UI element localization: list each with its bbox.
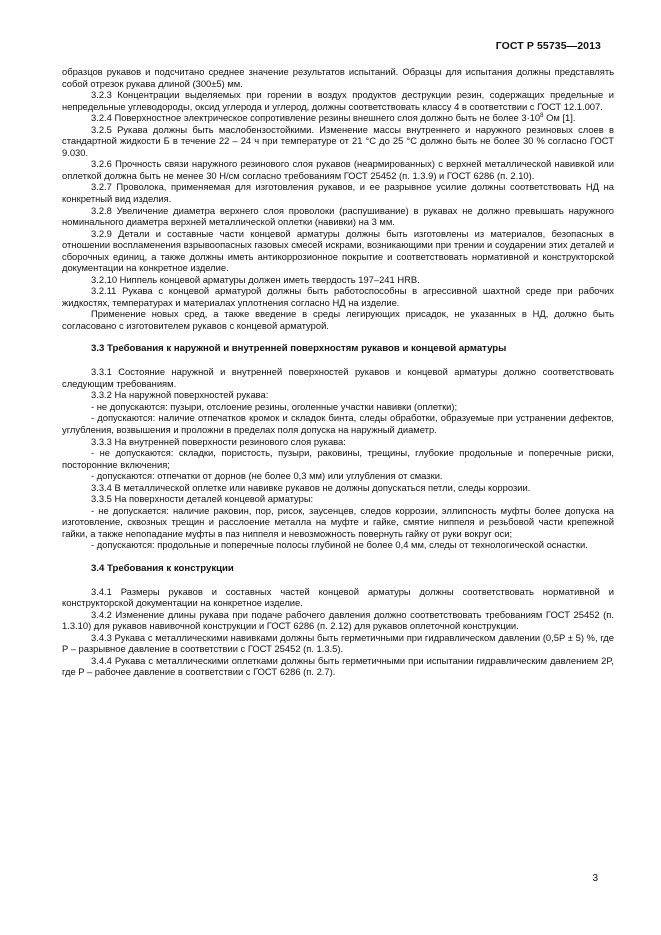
paragraph-3-2-4 [62, 112, 614, 124]
paragraph-3-4-4: 3.4.4 Рукава с металлическими оплетками должны быть герметичными при испытании гидравлическим давлением 2P, где P – рабочее давление в соответствии с ГОСТ 6286 (п. 2.7). [62, 654, 614, 678]
exponent: 8 [540, 113, 544, 120]
paragraph-3-3-2: 3.3.2 На наружной поверхностей рукава: [91, 389, 269, 401]
paragraph-3-4-1: 3.4.1 Размеры рукавов и составных частей концевой арматуры должны соответствовать нормативной и конструкторской документации на конкретное изделие. [62, 585, 614, 609]
list-item: - не допускается: наличие раковин, пор, рисок, заусенцев, следов коррозии, эллипсность муфты более допуска на изготовление, сквозных трещин и расслоение металла на муфте и гайке, смятие ниппеля и резьбовой части крепежной гайки, а также непопадание муфты в паз ниппеля и невозможность повернуть гайку от руки вокруг оси; [62, 504, 614, 539]
paragraph-3-2-5: 3.2.5 Рукава должны быть маслобензостойкими. Изменение массы внутреннего и наружного резиновых слоев в стандартной жидкости Б в течение 22 – 24 ч при температуре от 21 °С до 25 °С должно быть не более 30 % согласно ГОСТ 9.030. [62, 123, 614, 158]
section-heading-3-4: 3.4 Требования к конструкции [91, 562, 234, 574]
spacer [62, 574, 614, 586]
resistance-text: 3.2.4 Поверхностное электрическое сопротивление резины внешнего слоя должно быть не более 3·10 [91, 112, 541, 124]
page-number: 3 [592, 873, 598, 884]
paragraph-3-2-11: 3.2.11 Рукава с концевой арматурой должны быть работоспособны в агрессивной шахтной среде при рабочих жидкостях, температурах и материалах уплотнения согласно НД на изделие. [62, 285, 614, 308]
paragraph-new-media: Применение новых сред, а также введение в среды легирующих присадок, не указанных в НД, должно быть согласовано с изготовителем рукавов с концевой арматурой. [62, 308, 614, 332]
list-item: - допускаются: наличие отпечатков кромок и складок бинта, следы обработки, образуемые при устранении дефектов, углубления, возвышения и проложни в пределах поля допуска на наружный диаметр. [62, 412, 614, 435]
paragraph-3-2-9: 3.2.9 Детали и составные части концевой арматуры должны быть изготовлены из материалов, безопасных в отношении воспламенения взрывоопасных газовых смесей искрами, возникающими при трении и соударении этих деталей и сборочных единиц, а также должны иметь антикоррозионное покрытие и соответствовать нормативной и конструкторской документации на конкретное изделие. [62, 227, 614, 274]
paragraph-3-4-2: 3.4.2 Изменение длины рукава при подаче рабочего давления должно соответствовать требованиям ГОСТ 25452 (п. 1.3.10) для рукавов навивочной конструкции и ГОСТ 6286 (п. 2.12) для рукавов оплеточной конструкции. [62, 608, 614, 632]
list-item: - не допускаются: пузыри, отслоение резины, оголенные участки навивки (оплетки); [91, 400, 458, 412]
paragraph-3-2-3: 3.2.3 Концентрации выделяемых при горении в воздух продуктов деструкции резин, содержащих предельные и непредельные углеводороды, оксид углерода и углерод, должны соответствовать классу 4 в соответствии с ГОСТ 12.1.007. [62, 89, 614, 112]
list-item: - допускаются: продольные и поперечные полосы глубиной не более 0,4 мм, следы от технологической оснастки. [91, 539, 588, 551]
section-heading-3-3: 3.3 Требования к наружной и внутренней поверхностям рукавов и концевой арматуры [91, 343, 507, 355]
paragraph-intro: образцов рукавов и подсчитано среднее значение результатов испытаний. Образцы для испытания должны представлять собой отрезок рукава длиной (300±5) мм. [62, 66, 614, 89]
spacer [62, 332, 614, 344]
list-item: - допускаются: отпечатки от дорнов (не более 0,3 мм) или углубления от смазки. [91, 470, 443, 482]
paragraph-3-2-6: 3.2.6 Прочность связи наружного резинового слоя рукавов (неармированных) с верхней металлической навивкой или оплеткой должна быть не менее 30 Н/см согласно требованиям ГОСТ 25452 (п. 1.3.9) и ГОСТ 6286 (п. 2.10). [62, 158, 614, 181]
resistance-unit: Ом [1]. [543, 112, 576, 124]
paragraph-3-2-8: 3.2.8 Увеличение диаметра верхнего слоя проволоки (распушивание) в рукавах не должно превышать наружного номинального диаметра верхней металлической оплетки (навивки) на 3 мм. [62, 204, 614, 228]
paragraph-3-3-3: 3.3.3 На внутренней поверхности резинового слоя рукава: [91, 435, 346, 447]
spacer [62, 551, 614, 563]
paragraph-3-3-4: 3.3.4 В металлической оплетке или навивке рукавов не должны допускаться петли, следы коррозии. [91, 481, 531, 493]
paragraph-3-2-10: 3.2.10 Ниппель концевой арматуры должен иметь твердость 197–241 HRB. [91, 273, 420, 285]
list-item: - не допускаются: складки, пористость, пузыри, раковины, трещины, глубокие продольные и поперечные риски, посторонние включения; [62, 447, 614, 470]
paragraph-3-3-5: 3.3.5 На поверхности деталей концевой арматуры: [91, 493, 314, 505]
paragraph-3-3-1: 3.3.1 Состояние наружной и внутренней поверхностей рукавов и концевой арматуры должно соответствовать следующим требованиям. [62, 366, 614, 389]
document-code: ГОСТ Р 55735—2013 [495, 40, 601, 52]
paragraph-3-2-7: 3.2.7 Проволока, применяемая для изготовления рукавов, и ее разрывное усилие должны соответствовать НД на конкретный вид изделия. [62, 181, 614, 205]
spacer [62, 355, 614, 367]
paragraph-3-4-3: 3.4.3 Рукава с металлическими навивками должны быть герметичными при гидравлическом давлении (0,5P ± 5) %, где P – разрывное давление в соответствии с ГОСТ 25452 (п. 1.3.5). [62, 631, 614, 655]
page-body [62, 66, 614, 678]
